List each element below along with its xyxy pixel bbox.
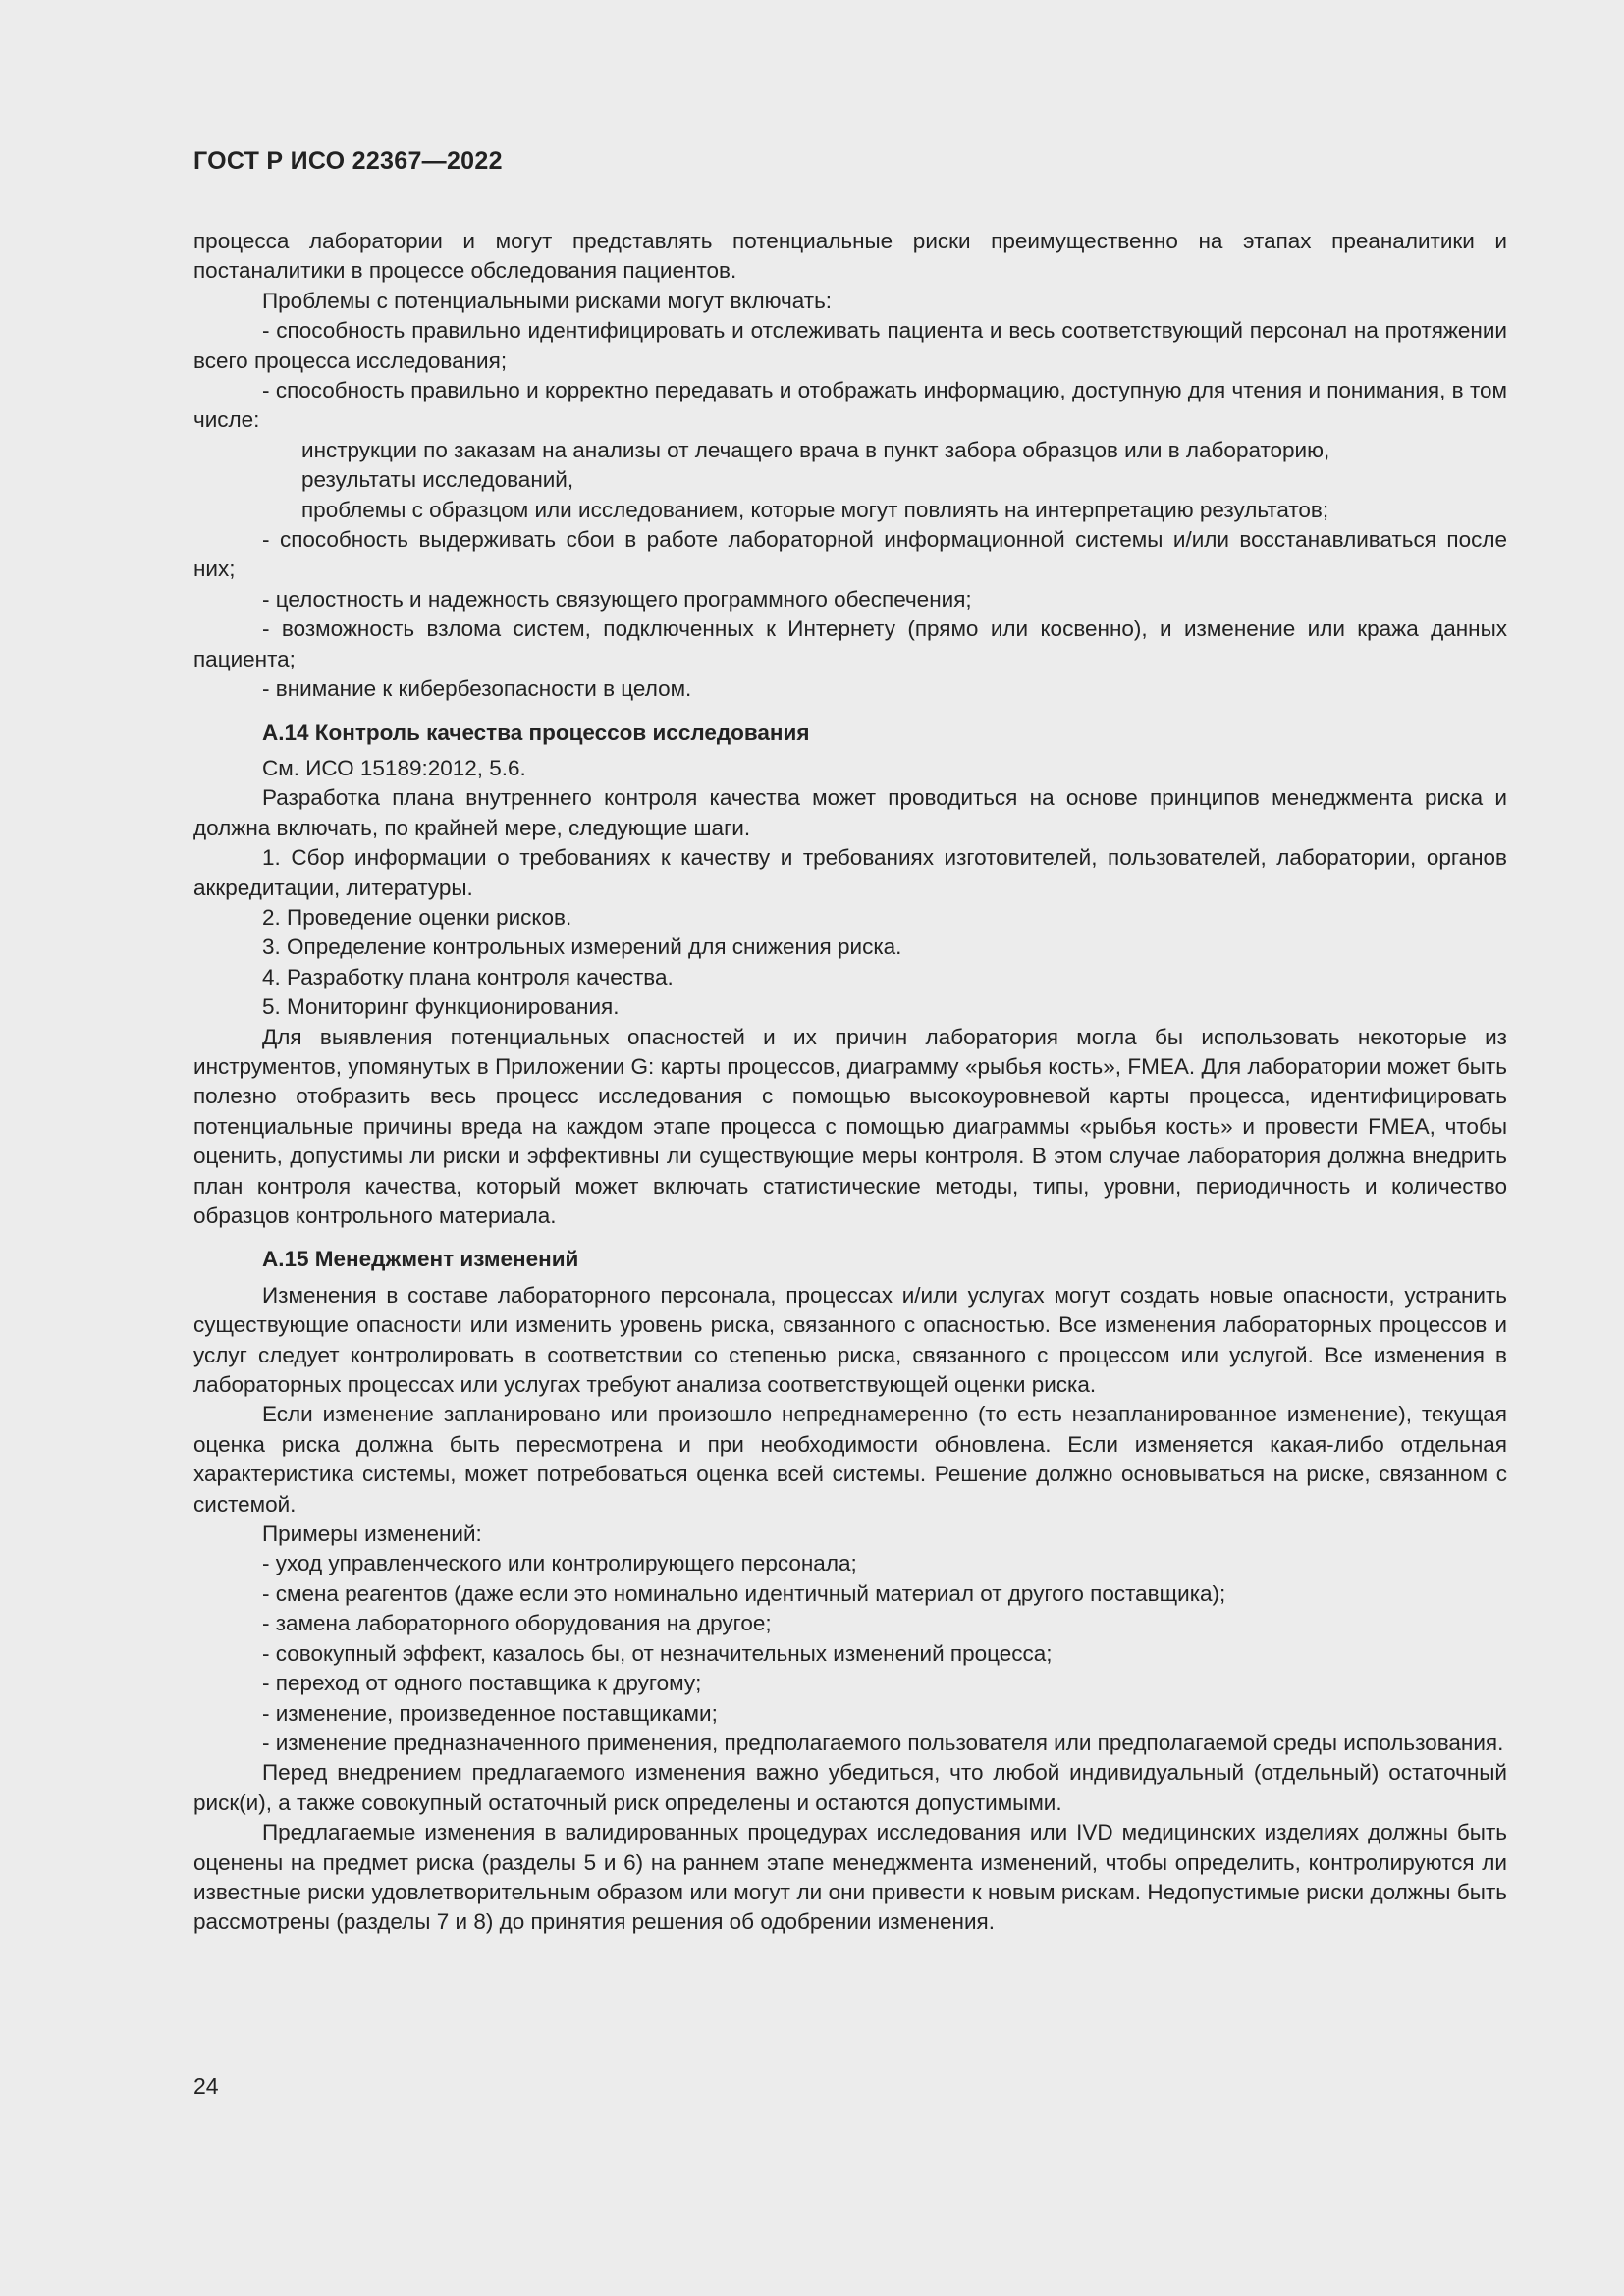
paragraph: Предлагаемые изменения в валидированных процедурах исследования или IVD медицинских изделиях должны быть оценены на предмет риска (разделы 5 и 6) на раннем этапе менеджмента изменений, чтобы определить, контролируются ли известные риски удовлетворительным образом или могут ли они привести к новым рискам. Недопустимые риски должны быть рассмотрены (разделы 7 и 8) до принятия решения об одобрении изменения. <box>193 1820 1507 1935</box>
list-item: - смена реагентов (даже если это номинально идентичный материал от другого поставщика); <box>262 1580 1226 1606</box>
list-item: - изменение, произведенное поставщиками; <box>262 1700 718 1726</box>
sub-list-item: проблемы с образцом или исследованием, которые могут повлиять на интерпретацию результатов; <box>301 497 1329 522</box>
paragraph: Разработка плана внутреннего контроля качества может проводиться на основе принципов менеджмента риска и должна включать, по крайней мере, следующие шаги. <box>193 785 1507 840</box>
paragraph: Изменения в составе лабораторного персонала, процессах и/или услугах могут создать новые опасности, устранить существующие опасности или изменить уровень риска, связанного с опасностью. Все изменения лабораторных процессов и услуг следует контролировать в соответствии со степенью риска, связанного с процессом или услугой. Все изменения в лабораторных процессах или услугах требуют анализа соответствующей оценки риска. <box>193 1282 1507 1398</box>
document-header: ГОСТ Р ИСО 22367—2022 <box>193 147 503 175</box>
list-item: - замена лабораторного оборудования на другое; <box>262 1611 772 1636</box>
list-item: - целостность и надежность связующего программного обеспечения; <box>262 586 972 612</box>
paragraph: Перед внедрением предлагаемого изменения важно убедиться, что любой индивидуальный (отдельный) остаточный риск(и), а также совокупный остаточный риск определены и остаются допустимыми. <box>193 1760 1507 1815</box>
list-item: - переход от одного поставщика к другому; <box>262 1671 702 1696</box>
paragraph: Если изменение запланировано или произошло непреднамеренно (то есть незапланированное изменение), текущая оценка риска должна быть пересмотрена и при необходимости обновлена. Если изменяется какая-либо отдельная характеристика системы, может потребоваться оценка всей системы. Решение должно основываться на риске, связанном с системой. <box>193 1402 1507 1517</box>
paragraph-continuation: процесса лаборатории и могут представлять потенциальные риски преимущественно на этапах преаналитики и постаналитики в процессе обследования пациентов. <box>193 229 1507 284</box>
numbered-step: 2. Проведение оценки рисков. <box>262 904 572 930</box>
list-item: - внимание к кибербезопасности в целом. <box>262 676 692 702</box>
numbered-step: 5. Мониторинг функционирования. <box>262 994 620 1020</box>
numbered-step: 4. Разработку плана контроля качества. <box>262 964 674 989</box>
sub-list-item: результаты исследований, <box>301 467 574 493</box>
paragraph-risks-lead: Проблемы с потенциальными рисками могут включать: <box>262 288 833 313</box>
page-body <box>193 227 1507 1938</box>
list-item: - способность правильно идентифицировать и отслеживать пациента и весь соответствующий персонал на протяжении всего процесса исследования; <box>193 318 1507 373</box>
list-item: - совокупный эффект, казалось бы, от незначительных изменений процесса; <box>262 1640 1053 1666</box>
list-item: - способность выдерживать сбои в работе лабораторной информационной системы и/или восстанавливаться после них; <box>193 527 1507 582</box>
list-item: - способность правильно и корректно передавать и отображать информацию, доступную для чтения и понимания, в том числе: <box>193 378 1507 433</box>
section-heading-a15: А.15 Менеджмент изменений <box>262 1247 579 1272</box>
sub-list-item: инструкции по заказам на анализы от лечащего врача в пункт забора образцов или в лабораторию, <box>301 437 1330 462</box>
numbered-step: 1. Сбор информации о требованиях к качеству и требованиях изготовителей, пользователей, лаборатории, органов аккредитации, литературы. <box>193 845 1507 900</box>
list-item: - возможность взлома систем, подключенных к Интернету (прямо или косвенно), и изменение или кража данных пациента; <box>193 616 1507 671</box>
list-item: - уход управленческого или контролирующего персонала; <box>262 1551 857 1576</box>
numbered-step: 3. Определение контрольных измерений для снижения риска. <box>262 934 902 960</box>
paragraph: Для выявления потенциальных опасностей и их причин лаборатория могла бы использовать некоторые из инструментов, упомянутых в Приложении G: карты процессов, диаграмму «рыбья кость», FMEA. Для лаборатории может быть полезно отобразить весь процесс исследования с помощью высокоуровневой карты процесса, идентифицировать потенциальные причины вреда на каждом этапе процесса с помощью диаграммы «рыбья кость» и провести FMEA, чтобы оценить, допустимы ли риски и эффективны ли существующие меры контроля. В этом случае лаборатория должна внедрить план контроля качества, который может включать статистические методы, типы, уровни, периодичность и количество образцов контрольного материала. <box>193 1024 1507 1228</box>
paragraph-examples-lead: Примеры изменений: <box>262 1522 482 1547</box>
section-heading-a14: А.14 Контроль качества процессов исследования <box>262 720 810 745</box>
page-number: 24 <box>193 2073 219 2099</box>
list-item: - изменение предназначенного применения, предполагаемого пользователя или предполагаемой среды использования. <box>262 1730 1504 1755</box>
paragraph-reference: См. ИСО 15189:2012, 5.6. <box>262 755 526 780</box>
